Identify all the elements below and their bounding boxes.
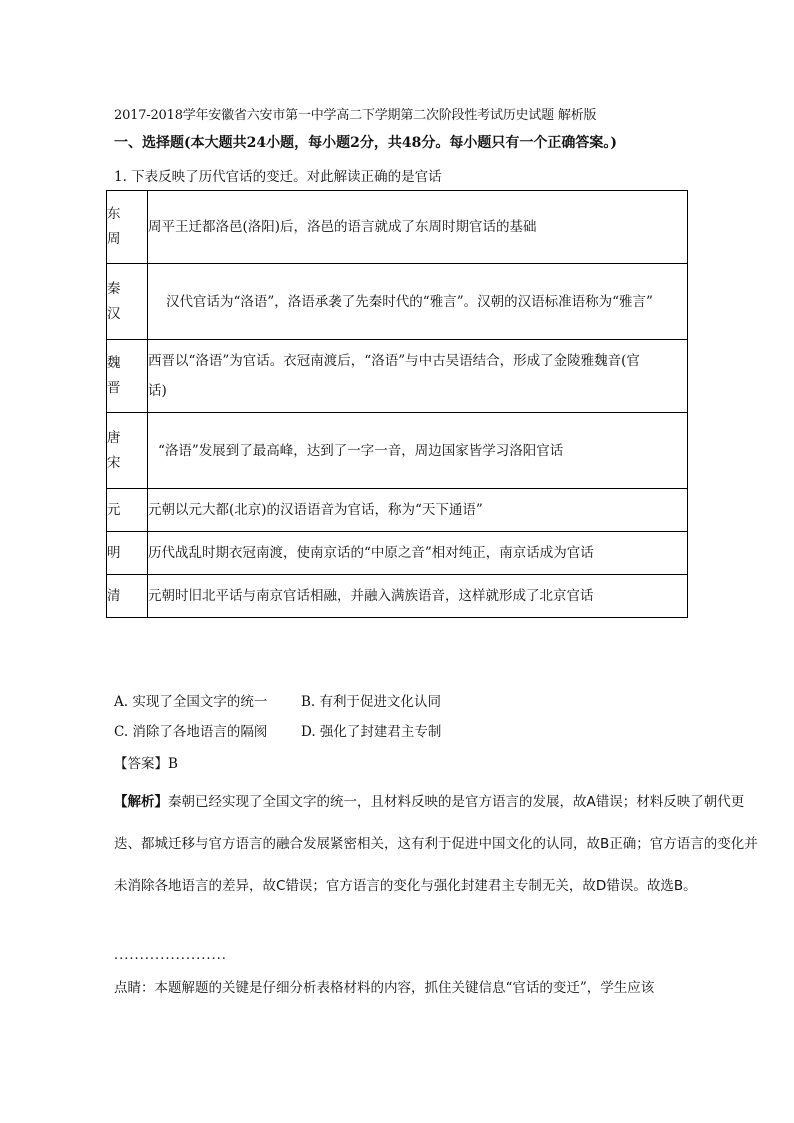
desc-cell: 元朝以元大都(北京)的汉语语音为官话，称为“天下通语” <box>148 489 688 532</box>
options-row-2 <box>114 720 441 740</box>
era-cell: 东 周 <box>107 191 148 264</box>
table-row <box>107 191 688 264</box>
era-cell: 明 <box>107 532 148 575</box>
answer-line: 【答案】B <box>114 756 178 772</box>
table-row <box>107 340 688 413</box>
desc-cell: 周平王迁都洛邑(洛阳)后，洛邑的语言就成了东周时期官话的基础 <box>148 191 688 264</box>
section-heading: 一、选择题(本大题共24小题，每小题2分，共48分。每小题只有一个正确答案。) <box>114 135 617 151</box>
tip-line: 点睛：本题解题的关键是仔细分析表格材料的内容，抓住关键信息“官话的变迁”，学生应该 <box>114 980 655 996</box>
history-table <box>106 190 688 618</box>
era-cell: 清 <box>107 575 148 618</box>
option-c: C. 消除了各地语言的隔阂 <box>114 724 268 740</box>
analysis-label: 【解析】 <box>114 794 168 810</box>
table-row <box>107 532 688 575</box>
table-row <box>107 264 688 340</box>
table-row <box>107 489 688 532</box>
desc-cell: “洛语”发展到了最高峰，达到了一字一音，周边国家皆学习洛阳官话 <box>148 413 688 489</box>
analysis-text: 秦朝已经实现了全国文字的统一，且材料反映的是官方语言的发展，故A错误；材料反映了朝代更迭、都城迁移与官方语言的融合发展紧密相关，这有利于促进中国文化的认同，故B正确；官方语言的变化并未消除各地语言的差异，故C错误；官方语言的变化与强化封建君主专制无关，故D错误。故选B。 <box>114 794 758 894</box>
option-d: D. 强化了封建君主专制 <box>301 724 442 740</box>
table-row <box>107 575 688 618</box>
era-cell: 唐 宋 <box>107 413 148 489</box>
era-cell: 秦 汉 <box>107 264 148 340</box>
desc-cell: 历代战乱时期衣冠南渡，使南京话的“中原之音”相对纯正，南京话成为官话 <box>148 532 688 575</box>
option-a: A. 实现了全国文字的统一 <box>114 694 268 710</box>
options-row-1 <box>114 690 441 710</box>
table-row <box>107 413 688 489</box>
question-stem: 1. 下表反映了历代官话的变迁。对此解读正确的是官话 <box>114 169 442 185</box>
desc-cell: 元朝时旧北平话与南京官话相融，并融入满族语音，这样就形成了北京官话 <box>148 575 688 618</box>
analysis-paragraph <box>114 781 770 907</box>
document-title: 2017-2018学年安徽省六安市第一中学高二下学期第二次阶段性考试历史试题 解析版 <box>114 108 597 123</box>
dotted-separator: ...................... <box>114 948 227 963</box>
desc-cell: 汉代官话为“洛语”，洛语承袭了先秦时代的“雅言”。汉朝的汉语标准语称为“雅言” <box>148 264 688 340</box>
era-cell: 魏 晋 <box>107 340 148 413</box>
option-b: B. 有利于促进文化认同 <box>301 694 442 710</box>
desc-cell: 西晋以“洛语”为官话。衣冠南渡后，“洛语”与中古吴语结合，形成了金陵雅魏音(官话) <box>148 340 688 413</box>
era-cell: 元 <box>107 489 148 532</box>
